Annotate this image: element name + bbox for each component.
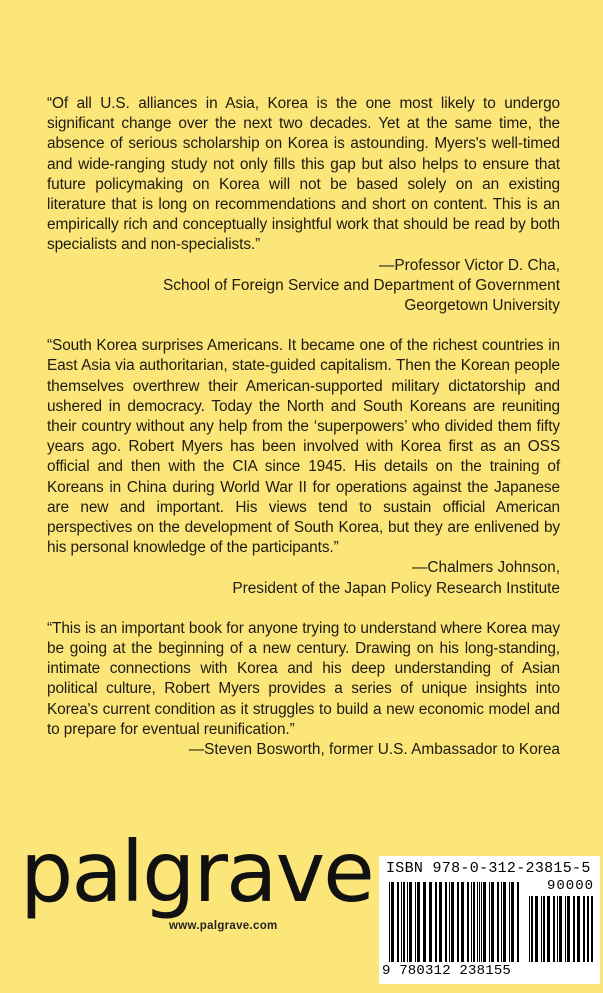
endorsement-cha — [47, 94, 560, 316]
addon-bar — [529, 896, 530, 962]
addon-bar — [541, 896, 542, 962]
barcode-bar — [461, 882, 464, 962]
addon-bar — [573, 896, 575, 962]
barcode-bar — [407, 882, 408, 962]
barcode-bar — [417, 882, 420, 962]
addon-bar — [577, 896, 580, 962]
attribution-line: —Chalmers Johnson, — [412, 559, 560, 577]
barcode-bar — [445, 882, 447, 962]
addon-bar — [583, 896, 585, 962]
barcode-bar — [491, 882, 494, 962]
barcode-bar — [489, 882, 490, 962]
barcode-bar — [473, 882, 475, 962]
barcode-bar — [509, 882, 510, 962]
barcode-bar — [397, 882, 399, 962]
barcode-bar — [497, 882, 499, 962]
addon-bar — [553, 896, 555, 962]
endorsement-bosworth — [47, 619, 560, 760]
barcode-bar — [423, 882, 426, 962]
barcode-bar — [503, 882, 506, 962]
addon-bar — [535, 896, 538, 962]
barcode-bar — [429, 882, 432, 962]
barcode-bar — [471, 882, 472, 962]
barcode-bar — [449, 882, 450, 962]
addon-bar — [587, 896, 589, 962]
barcode-bar — [435, 882, 437, 962]
barcode-bar — [391, 882, 394, 962]
barcode-bar — [439, 882, 442, 962]
quote-text: “South Korea surprises Americans. It became one of the richest countries in East Asia via authoritarian, state-guided capitalism. Then the Korean people themselves overthrew their American-supported military dictatorship and ushered in democracy. Today the North and South Koreans are reuniting their country without any help from the ‘superpowers’ who divided them fifty years ago. Robert Myers has been involved with Korea first as an OSS official and then with the CIA since 1945. His details on the training of Koreans in China during World War II for operations against the Japanese are new and important. His views tend to sustain official American perspectives on the development of South Korea, but they are enlivened by his personal knowledge of the participants.” — [47, 337, 560, 557]
barcode-bar — [403, 882, 405, 962]
isbn-barcode — [379, 856, 600, 984]
barcode-bar — [511, 882, 514, 962]
barcode-bar — [477, 882, 478, 962]
publisher-url: www.palgrave.com — [169, 920, 278, 932]
attribution-line: —Professor Victor D. Cha, — [378, 256, 560, 274]
addon-bar — [565, 896, 566, 962]
attribution — [47, 256, 560, 317]
addon-bar — [547, 896, 550, 962]
attribution-line: Georgetown University — [404, 297, 560, 315]
barcode-bar — [457, 882, 459, 962]
quote-text: “Of all U.S. alliances in Asia, Korea is the one most likely to undergo significant change over the next two decades. Yet at the same time, the absence of serious scholarship on Korea is astounding. Myers's well-timed and wide-ranging study not only fills this gap but also helps to ensure that future policymaking on Korea will not be based solely on an existing literature that is long on recommendations and short on content. This is an empirically rich and conceptually insightful work that should be read by both specialists and non-specialists.” — [47, 95, 560, 254]
attribution-line: President of the Japan Policy Research Institute — [232, 579, 560, 597]
addon-bar — [559, 896, 562, 962]
barcode-digits: 9 780312 238155 — [382, 963, 512, 979]
barcode-bar — [481, 882, 482, 962]
addon-bar — [531, 896, 533, 962]
attribution-line: —Steven Bosworth, former U.S. Ambassador to Korea — [188, 741, 560, 759]
endorsements — [47, 94, 560, 760]
barcode-bar — [501, 882, 502, 962]
barcode-bar — [479, 882, 480, 962]
addon-bar — [567, 896, 570, 962]
barcode-bar — [517, 882, 519, 962]
attribution — [47, 740, 560, 760]
endorsement-johnson — [47, 336, 560, 599]
barcode-bar — [451, 882, 454, 962]
barcode-bar — [409, 882, 412, 962]
attribution-line: School of Foreign Service and Department of Government — [163, 276, 560, 294]
barcode-bar — [483, 882, 486, 962]
addon-bar — [543, 896, 545, 962]
isbn-label: ISBN 978-0-312-23815-5 — [386, 860, 591, 877]
attribution — [47, 558, 560, 598]
quote-text: “This is an important book for anyone trying to understand where Korea may be going at the beginning of a new century. Drawing on his long-standing, intimate connections with Korea and his deep understanding of Asian political culture, Robert Myers provides a series of unique insights into Korea's current condition as it struggles to build a new economic model and to prepare for eventual reunification.” — [47, 619, 560, 738]
barcode-bar — [389, 882, 390, 962]
barcode-bar — [401, 882, 402, 962]
publisher-logo: palgrave — [20, 823, 373, 921]
price-addon: 90000 — [546, 878, 594, 894]
barcode-bar — [467, 882, 469, 962]
barcode-bar — [415, 882, 416, 962]
addon-bar — [591, 896, 593, 962]
addon-bar — [557, 896, 558, 962]
